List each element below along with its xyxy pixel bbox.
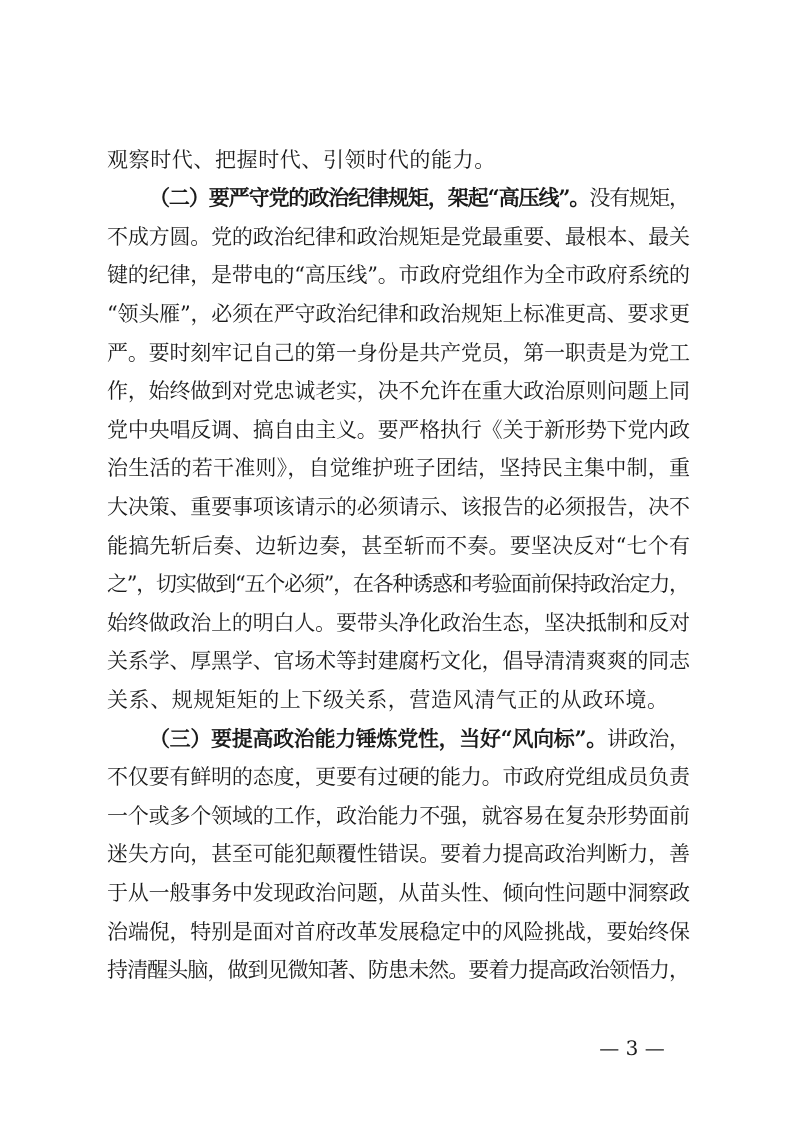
- text-line-content: 严。要时刻牢记自己的第一身份是共产党员，第一职责是为党工: [107, 340, 690, 365]
- text-line: [107, 141, 690, 180]
- section-heading: （三）要提高政治能力锤炼党性，当好“风向标”。: [149, 725, 607, 751]
- text-line: [107, 256, 690, 295]
- text-line: [107, 758, 690, 797]
- text-line-content: [149, 179, 689, 218]
- text-line-content: 于从一般事务中发现政治问题，从苗头性、倾向性问题中洞察政: [107, 880, 690, 905]
- text-line: [107, 681, 690, 720]
- text-line: [107, 913, 690, 952]
- text-line-content: 始终做政治上的明白人。要带头净化政治生态，坚决抵制和反对: [107, 610, 690, 635]
- section-heading: （二）要严守党的政治纪律规矩，架起“高压线”。: [149, 185, 590, 211]
- text-line: [107, 372, 690, 411]
- text-line: [107, 488, 690, 527]
- text-line-content: 持清醒头脑，做到见微知著、防患未然。要着力提高政治领悟力，: [107, 958, 690, 983]
- text-line: [107, 565, 690, 604]
- text-line: [107, 797, 690, 836]
- section-heading-rest: 讲政治，: [606, 726, 690, 751]
- text-line-content: 不成方圆。党的政治纪律和政治规矩是党最重要、最根本、最关: [107, 224, 690, 249]
- text-line: [107, 218, 690, 257]
- text-line-content: [149, 720, 690, 759]
- text-line-content: 大决策、重要事项该请示的必须请示、该报告的必须报告，决不: [107, 495, 690, 520]
- section-heading-line: [149, 720, 690, 759]
- page-number: — 3 —: [599, 1036, 665, 1060]
- document-body: [107, 141, 690, 990]
- text-line: [107, 449, 690, 488]
- text-line: [107, 874, 690, 913]
- text-line: [107, 527, 690, 566]
- text-line-content: 作，始终做到对党忠诚老实，决不允许在重大政治原则问题上同: [107, 379, 690, 404]
- text-line-content: 关系、规规矩矩的上下级关系，营造风清气正的从政环境。: [107, 688, 669, 712]
- text-line-content: 治端倪，特别是面对首府改革发展稳定中的风险挑战，要始终保: [107, 919, 690, 944]
- text-line: [107, 295, 690, 334]
- text-line-content: 迷失方向，甚至可能犯颠覆性错误。要着力提高政治判断力，善: [107, 842, 690, 867]
- text-line-content: 能搞先斩后奏、边斩边奏，甚至斩而不奏。要坚决反对“七个有: [107, 533, 691, 558]
- text-line: [107, 951, 690, 990]
- text-line: [107, 411, 690, 450]
- text-line-content: 一个或多个领域的工作，政治能力不强，就容易在复杂形势面前: [107, 803, 690, 828]
- text-line: [107, 642, 690, 681]
- text-line: [107, 604, 690, 643]
- text-line-content: 观察时代、把握时代、引领时代的能力。: [107, 147, 496, 172]
- text-line-content: 不仅要有鲜明的态度，更要有过硬的能力。市政府党组成员负责: [107, 765, 690, 790]
- section-heading-line: [149, 179, 690, 218]
- text-line-content: 治生活的若干准则》，自觉维护班子团结，坚持民主集中制，重: [107, 456, 691, 481]
- text-line-content: 党中央唱反调、搞自由主义。要严格执行《关于新形势下党内政: [107, 417, 690, 442]
- text-line: [107, 835, 690, 874]
- section-heading-rest: 没有规矩，: [589, 186, 689, 211]
- text-line-content: 之”，切实做到“五个必须”，在各种诱惑和考验面前保持政治定力，: [107, 572, 689, 597]
- text-line-content: 关系学、厚黑学、官场术等封建腐朽文化，倡导清清爽爽的同志: [107, 649, 690, 674]
- text-line: [107, 334, 690, 373]
- text-line-content: “领头雁”，必须在严守政治纪律和政治规矩上标准更高、要求更: [107, 302, 690, 327]
- text-line-content: 键的纪律，是带电的“高压线”。市政府党组作为全市政府系统的: [107, 263, 690, 288]
